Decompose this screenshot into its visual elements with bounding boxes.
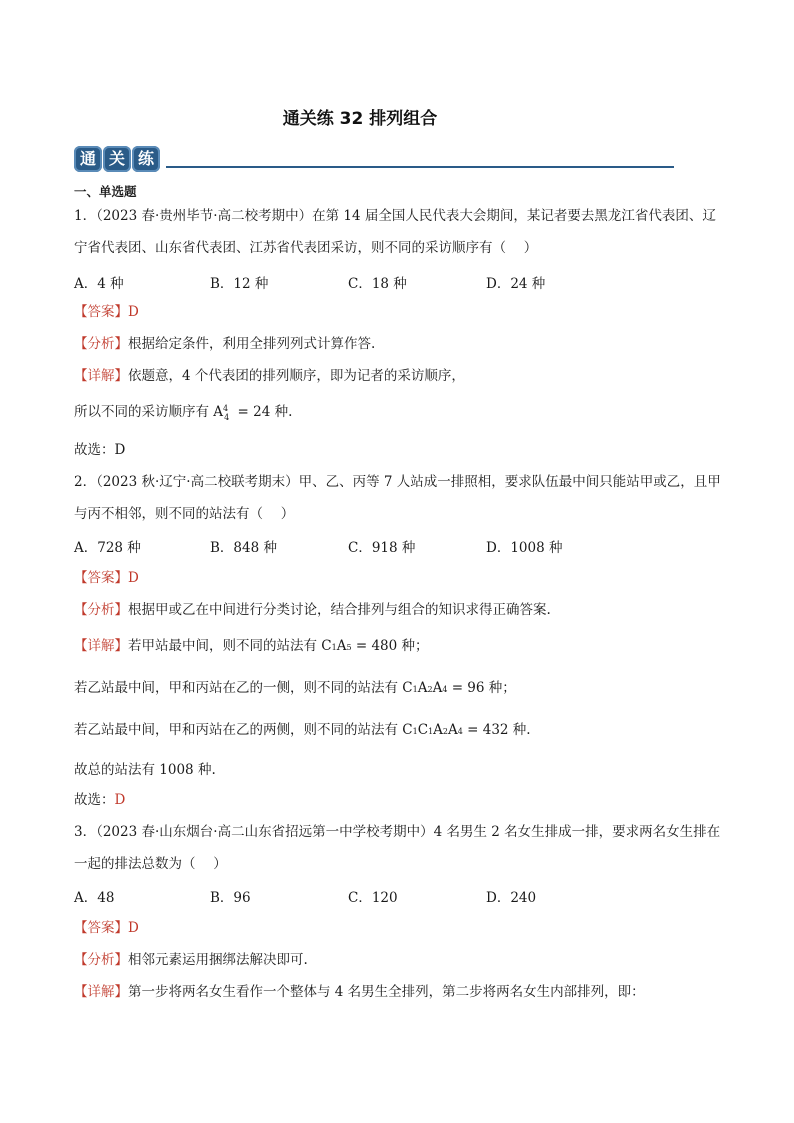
- answer-value: D: [128, 304, 139, 320]
- analysis-tag: 【分析】: [74, 336, 128, 352]
- formula-post: = 24 种.: [233, 404, 293, 420]
- q1-option-b: B．12 种: [210, 276, 269, 292]
- logo: [74, 146, 160, 172]
- q1-analysis: [74, 334, 375, 354]
- detail-tag: 【详解】: [74, 638, 128, 654]
- q1-stem-line2: 宁省代表团、山东省代表团、江苏省代表团采访，则不同的采访顺序有（ ）: [74, 240, 538, 256]
- page-title: 通关练 32 排列组合: [282, 109, 438, 129]
- q3-option-a: A．48: [74, 890, 115, 906]
- logo-char: 通: [74, 146, 102, 172]
- q2-stem-line2: 与丙不相邻，则不同的站法有（ ）: [74, 506, 295, 522]
- q2-answer: [74, 568, 139, 588]
- choose-value: D: [114, 442, 126, 458]
- formula-pre: 所以不同的采访顺序有 A: [74, 404, 224, 420]
- analysis-text: 相邻元素运用捆绑法解决即可.: [128, 952, 308, 968]
- answer-tag: 【答案】: [74, 570, 128, 586]
- analysis-tag: 【分析】: [74, 602, 128, 618]
- q1-answer: [74, 302, 139, 322]
- q3-option-c: C．120: [348, 890, 398, 906]
- q2-option-a: A．728 种: [74, 540, 141, 556]
- q3-stem-line2: 一起的排法总数为（ ）: [74, 856, 227, 872]
- logo-char: 练: [132, 146, 160, 172]
- q2-detail-line1: 【详解】若甲站最中间，则不同的站法有 C1A5 = 480 种；: [74, 638, 429, 654]
- q1-option-a: A．4 种: [74, 276, 124, 292]
- q2-detail-line3: 若乙站最中间，甲和丙站在乙的两侧，则不同的站法有 C1C1A2A4 = 432 种.: [74, 722, 531, 738]
- analysis-text: 根据甲或乙在中间进行分类讨论，结合排列与组合的知识求得正确答案.: [128, 602, 551, 618]
- choose-value: D: [114, 792, 126, 808]
- q2-detail-line2: 若乙站最中间，甲和丙站在乙的一侧，则不同的站法有 C1A2A4 = 96 种；: [74, 680, 516, 696]
- q1-option-c: C．18 种: [348, 276, 407, 292]
- section-banner: [74, 146, 674, 170]
- q2-choose: [74, 790, 125, 810]
- q3-answer: [74, 918, 139, 938]
- detail-text: 第一步将两名女生看作一个整体与 4 名男生全排列，第二步将两名女生内部排列，即：: [128, 984, 645, 1000]
- q1-option-d: D．24 种: [486, 276, 546, 292]
- q3-option-d: D．240: [486, 890, 537, 906]
- detail-text: 若乙站最中间，甲和丙站在乙的一侧，则不同的站法有 C: [74, 680, 413, 696]
- q2-option-d: D．1008 种: [486, 540, 563, 556]
- q2-stem-line1: 2．（2023 秋·辽宁·高二校联考期末）甲、乙、丙等 7 人站成一排照相，要求队伍最中间只能站甲或乙，且甲: [74, 474, 721, 490]
- choose-label: 故选：: [74, 792, 115, 808]
- q3-detail: [74, 982, 645, 1002]
- q3-option-b: B．96: [210, 890, 251, 906]
- formula-post: = 480 种；: [351, 638, 429, 654]
- section-heading: 一、单选题: [74, 184, 137, 199]
- answer-value: D: [128, 920, 139, 936]
- q2-option-b: B．848 种: [210, 540, 277, 556]
- detail-tag: 【详解】: [74, 368, 128, 384]
- answer-tag: 【答案】: [74, 304, 128, 320]
- detail-text: 若乙站最中间，甲和丙站在乙的两侧，则不同的站法有 C: [74, 722, 413, 738]
- analysis-tag: 【分析】: [74, 952, 128, 968]
- q1-detail-line1: [74, 366, 465, 386]
- detail-text: 若甲站最中间，则不同的站法有 C: [128, 638, 332, 654]
- choose-label: 故选：: [74, 442, 115, 458]
- q2-option-c: C．918 种: [348, 540, 416, 556]
- q2-total: 故总的站法有 1008 种.: [74, 762, 216, 778]
- q1-stem-line1: 1．（2023 春·贵州毕节·高二校考期中）在第 14 届全国人民代表大会期间，某记者要去黑龙江省代表团、辽: [74, 208, 716, 224]
- q3-analysis: [74, 950, 308, 970]
- analysis-text: 根据给定条件，利用全排列列式计算作答.: [128, 336, 376, 352]
- detail-text: 依题意，4 个代表团的排列顺序，即为记者的采访顺序，: [128, 368, 465, 384]
- detail-tag: 【详解】: [74, 984, 128, 1000]
- logo-char: 关: [103, 146, 131, 172]
- q3-stem-line1: 3．（2023 春·山东烟台·高二山东省招远第一中学校考期中）4 名男生 2 名女生排成一排，要求两名女生排在: [74, 824, 721, 840]
- formula-post: = 432 种.: [462, 722, 531, 738]
- formula-post: = 96 种；: [447, 680, 516, 696]
- banner-rule: [166, 166, 674, 168]
- answer-value: D: [128, 570, 139, 586]
- q1-detail-line2: 所以不同的采访顺序有 $A^4_4 = 24$ 种.: [74, 404, 293, 422]
- q1-choose: [74, 440, 125, 460]
- answer-tag: 【答案】: [74, 920, 128, 936]
- q2-analysis: [74, 600, 551, 620]
